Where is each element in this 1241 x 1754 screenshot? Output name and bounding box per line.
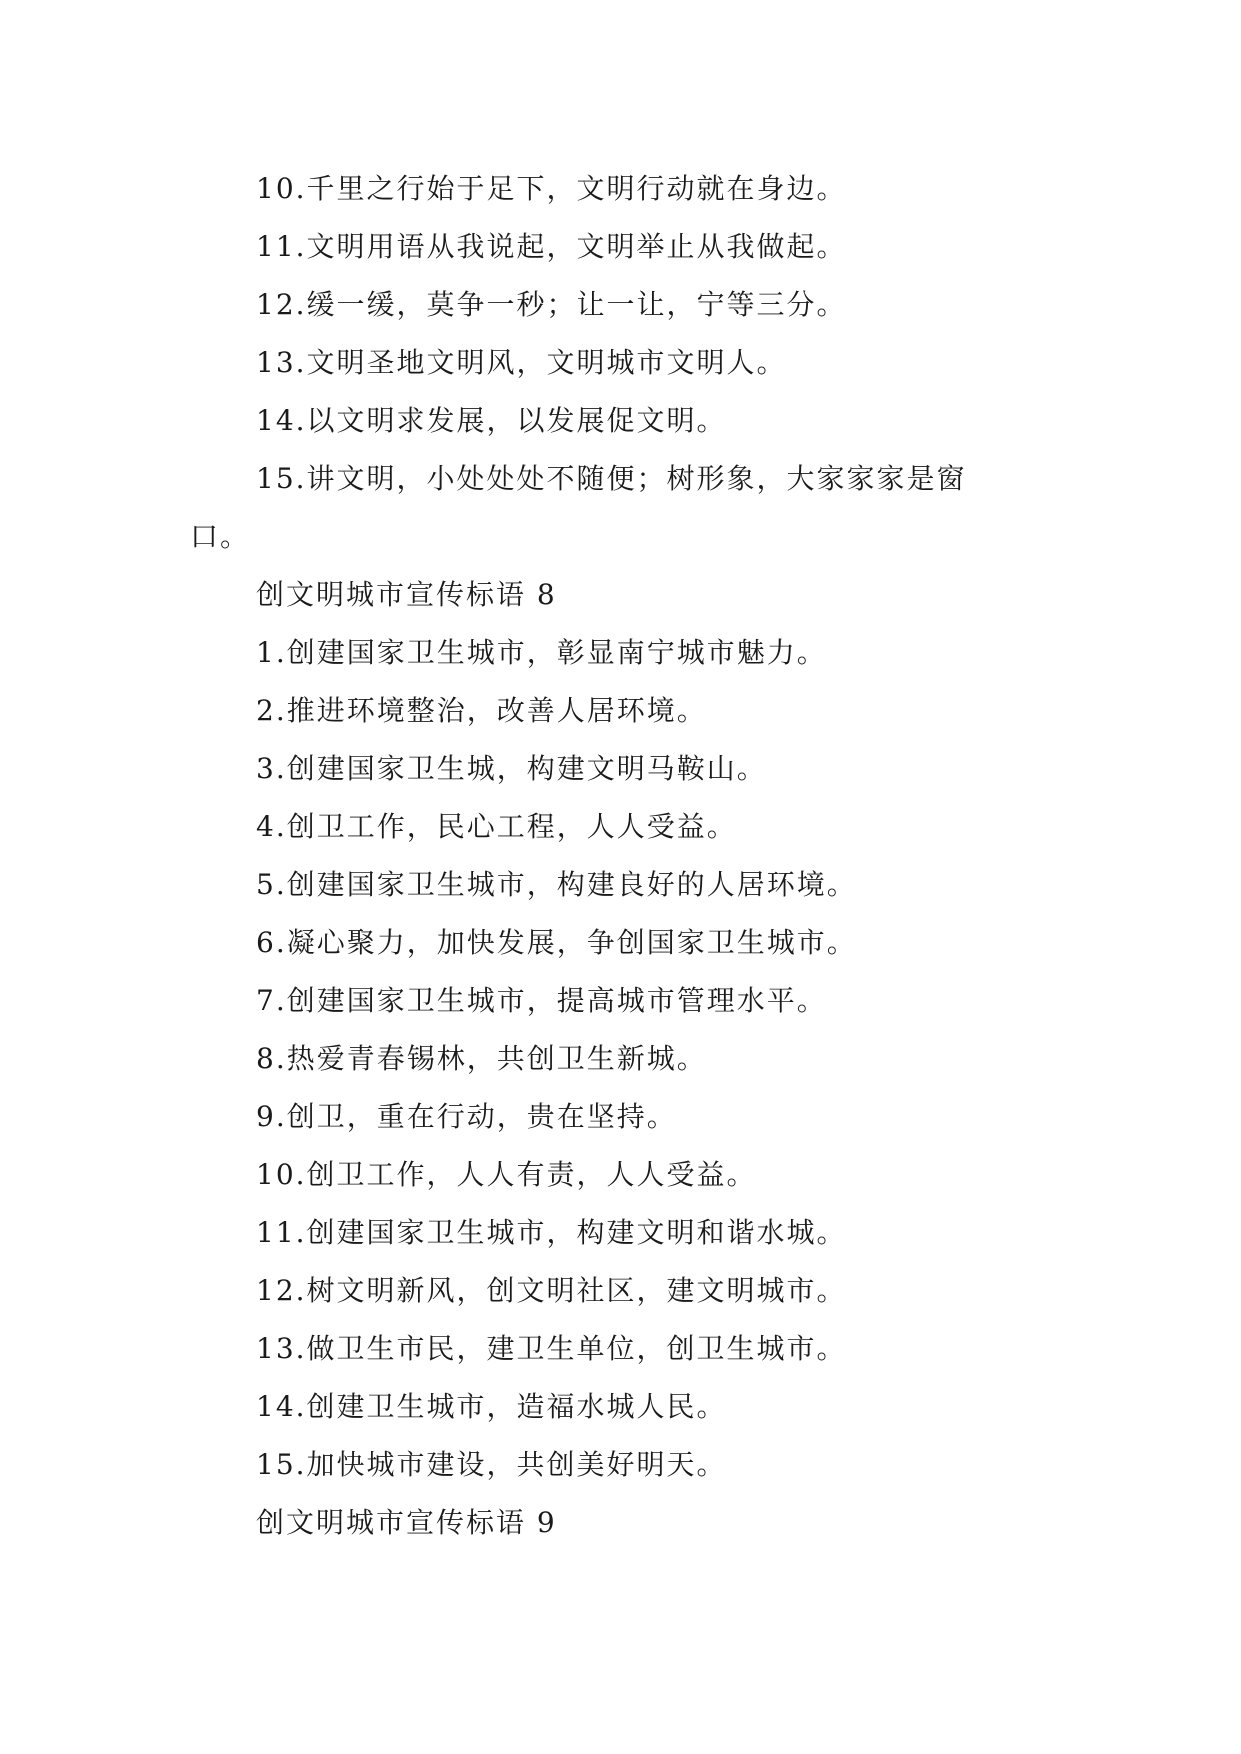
slogan-line: 8.热爱青春锡林，共创卫生新城。 xyxy=(256,1042,707,1075)
slogan-line: 11.文明用语从我说起，文明举止从我做起。 xyxy=(256,230,847,263)
slogan-line: 9.创卫，重在行动，贵在坚持。 xyxy=(256,1100,677,1133)
slogan-line: 3.创建国家卫生城，构建文明马鞍山。 xyxy=(256,752,767,785)
slogan-line: 14.以文明求发展，以发展促文明。 xyxy=(256,404,727,437)
slogan-line: 10.千里之行始于足下，文明行动就在身边。 xyxy=(256,172,847,205)
document-body xyxy=(190,160,1050,1552)
slogan-line: 6.凝心聚力，加快发展，争创国家卫生城市。 xyxy=(256,926,857,959)
slogan-line: 12.树文明新风，创文明社区，建文明城市。 xyxy=(256,1274,847,1307)
slogan-line-continuation: 口。 xyxy=(190,520,251,553)
slogan-line: 13.做卫生市民，建卫生单位，创卫生城市。 xyxy=(256,1332,847,1365)
slogan-line: 14.创建卫生城市，造福水城人民。 xyxy=(256,1390,727,1423)
slogan-line: 5.创建国家卫生城市，构建良好的人居环境。 xyxy=(256,868,857,901)
slogan-line: 15.讲文明，小处处处不随便；树形象，大家家家是窗 xyxy=(256,462,967,495)
slogan-line: 12.缓一缓，莫争一秒；让一让，宁等三分。 xyxy=(256,288,847,321)
slogan-line: 11.创建国家卫生城市，构建文明和谐水城。 xyxy=(256,1216,847,1249)
slogan-line: 13.文明圣地文明风，文明城市文明人。 xyxy=(256,346,787,379)
slogan-line: 10.创卫工作，人人有责，人人受益。 xyxy=(256,1158,757,1191)
section-heading: 创文明城市宣传标语 9 xyxy=(256,1506,557,1539)
slogan-line: 1.创建国家卫生城市，彰显南宁城市魅力。 xyxy=(256,636,827,669)
slogan-line: 4.创卫工作，民心工程，人人受益。 xyxy=(256,810,737,843)
slogan-line: 2.推进环境整治，改善人居环境。 xyxy=(256,694,707,727)
slogan-line: 15.加快城市建设，共创美好明天。 xyxy=(256,1448,727,1481)
slogan-line: 7.创建国家卫生城市，提高城市管理水平。 xyxy=(256,984,827,1017)
section-heading: 创文明城市宣传标语 8 xyxy=(256,578,557,611)
